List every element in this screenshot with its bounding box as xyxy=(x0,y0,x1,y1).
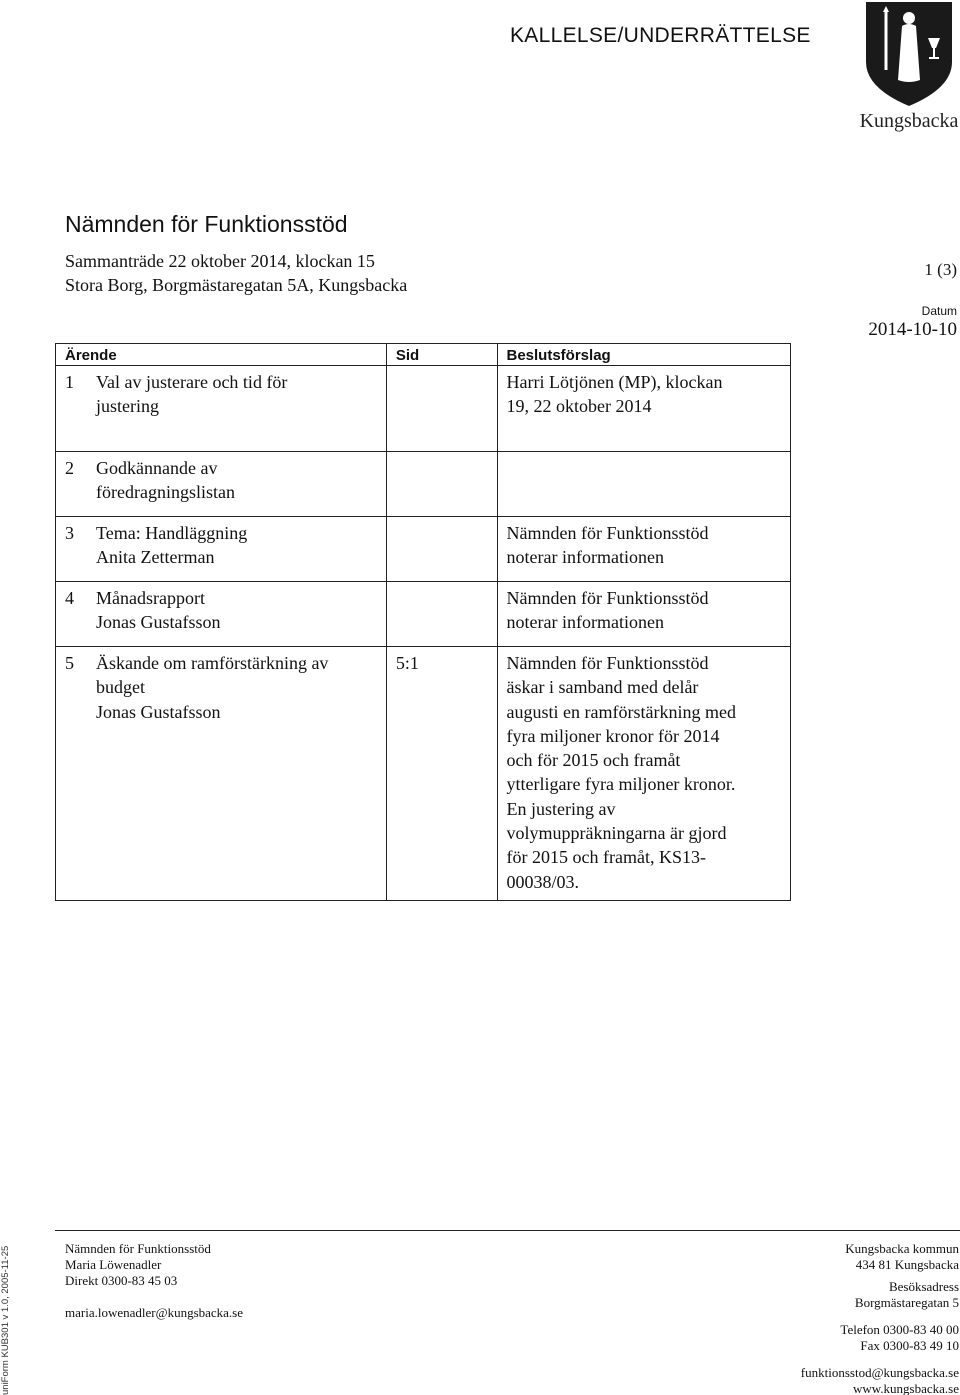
item-title: Godkännande av föredragningslistan xyxy=(96,458,235,503)
page-number: 1 (3) xyxy=(924,260,957,279)
committee-title: Nämnden för Funktionsstöd xyxy=(65,211,348,237)
proposal-cell: Harri Lötjönen (MP), klockan 19, 22 oktober 2014 xyxy=(497,366,791,452)
footer-divider xyxy=(55,1230,960,1231)
logo-wordmark: Kungsbacka xyxy=(859,110,959,132)
coat-of-arms-icon xyxy=(858,0,960,108)
footer-organisation xyxy=(801,1241,959,1395)
column-header-beslutsforslag: Beslutsförslag xyxy=(497,344,791,366)
item-number: 4 xyxy=(65,588,74,608)
agenda-item-cell xyxy=(56,647,387,901)
proposal-cell xyxy=(497,452,791,517)
item-title: Val av justerare och tid för justering xyxy=(96,372,288,417)
footer-spacer xyxy=(801,1354,959,1365)
proposal-cell: Nämnden för Funktionsstöd noterar informationen xyxy=(497,582,791,647)
page-ref-cell: 5:1 xyxy=(386,647,497,901)
footer-contact-name: Maria Löwenadler xyxy=(65,1257,162,1272)
footer-spacer xyxy=(801,1311,959,1322)
item-title: Tema: Handläggning Anita Zetterman xyxy=(96,523,248,568)
footer-contact xyxy=(65,1241,243,1321)
footer-postal-address: 434 81 Kungsbacka xyxy=(855,1257,959,1272)
column-header-arende: Ärende xyxy=(56,344,387,366)
page-ref-cell xyxy=(386,517,497,582)
agenda-row xyxy=(56,452,791,517)
item-number: 3 xyxy=(65,523,74,543)
agenda-table xyxy=(55,343,791,901)
agenda-row xyxy=(56,582,791,647)
meeting-time: Sammanträde 22 oktober 2014, klockan 15 xyxy=(65,251,375,271)
footer-spacer xyxy=(65,1289,243,1305)
agenda-header-row xyxy=(56,344,791,366)
form-version-label: uniForm KUB301 v 1.0, 2005-11-25 xyxy=(0,1245,11,1395)
item-title: Månadsrapport Jonas Gustafsson xyxy=(96,588,221,633)
agenda-item-cell xyxy=(56,517,387,582)
item-number: 2 xyxy=(65,458,74,478)
page-ref-cell xyxy=(386,366,497,452)
agenda-item-cell xyxy=(56,582,387,647)
footer-visit-address: Borgmästaregatan 5 xyxy=(854,1295,959,1310)
agenda-row xyxy=(56,647,791,901)
agenda-item-cell xyxy=(56,452,387,517)
page-ref-cell xyxy=(386,452,497,517)
proposal-cell: Nämnden för Funktionsstöd äskar i samband med delår augusti en ramförstärkning med fyra miljoner kronor för 2014 och för 2015 och framåt ytterligare fyra miljoner kronor. En justering av volymuppräkningarna är gjord för 2015 och framåt, KS13- 00038/03. xyxy=(497,647,791,901)
footer-direct-phone: Direkt 0300-83 45 03 xyxy=(65,1273,178,1288)
proposal-cell: Nämnden för Funktionsstöd noterar informationen xyxy=(497,517,791,582)
agenda-row xyxy=(56,517,791,582)
column-header-sid: Sid xyxy=(386,344,497,366)
footer-email: funktionsstod@kungsbacka.se xyxy=(800,1365,959,1380)
footer-committee: Nämnden för Funktionsstöd xyxy=(65,1241,211,1256)
item-title: Äskande om ramförstärkning av budget Jonas Gustafsson xyxy=(96,653,329,722)
meeting-location: Stora Borg, Borgmästaregatan 5A, Kungsbacka xyxy=(65,275,408,295)
item-number: 5 xyxy=(65,653,74,673)
footer-phone: Telefon 0300-83 40 00 xyxy=(840,1322,959,1337)
agenda-row xyxy=(56,366,791,452)
agenda-item-cell xyxy=(56,366,387,452)
item-number: 1 xyxy=(65,372,74,392)
document-type: KALLELSE/UNDERRÄTTELSE xyxy=(510,24,811,47)
footer-website: www.kungsbacka.se xyxy=(852,1381,959,1395)
footer-org-name: Kungsbacka kommun xyxy=(845,1241,959,1256)
date-label: Datum xyxy=(921,304,957,318)
kungsbacka-logo xyxy=(858,0,960,135)
page-ref-cell xyxy=(386,582,497,647)
footer-contact-email: maria.lowenadler@kungsbacka.se xyxy=(65,1305,244,1320)
document-date: 2014-10-10 xyxy=(868,319,957,340)
footer-visit-label: Besöksadress xyxy=(888,1279,959,1294)
footer-fax: Fax 0300-83 49 10 xyxy=(860,1338,959,1353)
